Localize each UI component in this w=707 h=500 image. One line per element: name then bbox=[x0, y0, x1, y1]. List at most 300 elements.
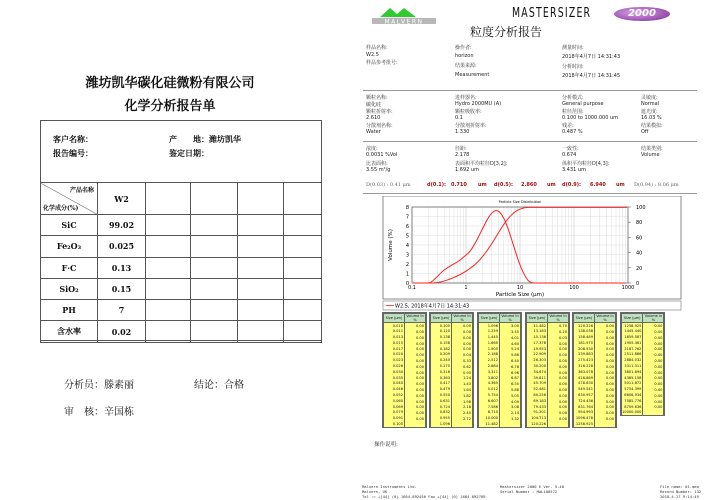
size-table-group bbox=[525, 312, 570, 428]
size-cell: 0.091 bbox=[384, 415, 405, 421]
volume-cell: 0.00 bbox=[548, 351, 569, 357]
volume-cell: 1.32 bbox=[500, 415, 521, 421]
size-cell: 724.436 bbox=[574, 398, 595, 404]
volume-cell: 1.98 bbox=[452, 398, 473, 404]
product-name: W2 bbox=[98, 183, 146, 215]
volume-cell: 0.00 bbox=[405, 323, 426, 329]
size-cell: 1096.478 bbox=[574, 415, 595, 421]
origin-value: 潍坊凯华 bbox=[209, 134, 241, 144]
d003: D(0.03) : 0.41 μm bbox=[366, 182, 411, 188]
reviewer: 审 核：辛国栋 bbox=[64, 407, 134, 418]
param-label: 残差: bbox=[562, 123, 574, 129]
size-cell: 416.869 bbox=[574, 375, 595, 381]
table-row bbox=[41, 236, 322, 257]
item-name: Fe₂O₃ bbox=[41, 236, 98, 257]
analysis-time-label: 分析时间: bbox=[562, 64, 584, 70]
volume-cell: 0.00 bbox=[405, 380, 426, 386]
footer-line: File name: 01.mea bbox=[660, 484, 699, 489]
volume-cell: 0.00 bbox=[643, 380, 664, 386]
size-cell: 39.811 bbox=[527, 375, 548, 381]
size-cell: 1.096 bbox=[479, 323, 500, 329]
size-cell: 2187.762 bbox=[622, 346, 643, 352]
param-value: 0.1 bbox=[455, 115, 463, 121]
size-header: Size (μm) bbox=[574, 314, 595, 323]
item-name: 含水率 bbox=[41, 321, 98, 342]
size-cell: 10.000 bbox=[479, 415, 500, 421]
operation-notes-label: 操作说明: bbox=[374, 442, 398, 448]
footer-line: Tel := +[44] (0) 1684-892456 Fax +[44] (0) 1684-892789 bbox=[362, 494, 486, 499]
size-cell: 954.993 bbox=[574, 409, 595, 415]
param-value: 0.0031 %Vol bbox=[366, 152, 398, 158]
param-label: 分析模式: bbox=[562, 95, 584, 101]
volume-cell: 0.00 bbox=[452, 340, 473, 346]
size-header: Size (μm) bbox=[527, 314, 548, 323]
size-header: Size (μm) bbox=[384, 314, 405, 323]
measure-time-label: 测量时间: bbox=[562, 45, 584, 51]
volume-cell: 0.03 bbox=[548, 334, 569, 340]
volume-cell: 5.86 bbox=[500, 351, 521, 357]
x-tick-label: 100 bbox=[569, 285, 579, 291]
volume-cell: 0.00 bbox=[643, 363, 664, 369]
volume-cell: 0.00 bbox=[595, 346, 616, 352]
volume-cell: 0.00 bbox=[405, 328, 426, 334]
volume-cell: 0.00 bbox=[643, 375, 664, 381]
size-cell: 26.303 bbox=[527, 357, 548, 363]
size-cell: 0.120 bbox=[431, 328, 452, 334]
size-cell: 0.023 bbox=[384, 357, 405, 363]
size-cell: 0.011 bbox=[384, 328, 405, 334]
size-cell: 0.138 bbox=[431, 334, 452, 340]
volume-cell: 0.00 bbox=[643, 386, 664, 392]
volume-cell: 0.00 bbox=[643, 323, 664, 329]
size-table-group bbox=[429, 312, 474, 428]
volume-cell: 0.00 bbox=[595, 386, 616, 392]
volume-cell: 0.33 bbox=[452, 357, 473, 363]
operator-label: 操作者: bbox=[455, 45, 472, 51]
sample-name-label: 样品名称: bbox=[366, 45, 388, 51]
x-tick-label: 1000 bbox=[621, 285, 635, 291]
footer-mid bbox=[500, 484, 564, 494]
param-label: 分散剂折射率: bbox=[455, 123, 487, 129]
chart-title: Particle Size Distribution bbox=[498, 200, 542, 204]
source-label: 结果来源: bbox=[455, 63, 477, 69]
table-row bbox=[527, 421, 569, 427]
composition-table bbox=[40, 182, 322, 343]
d05-value: 2.860 bbox=[521, 182, 537, 188]
volume-cell: 0.00 bbox=[548, 386, 569, 392]
param-label: 结果模拟: bbox=[641, 123, 663, 129]
volume-cell: 6.96 bbox=[500, 369, 521, 375]
param-label: 表面积平均粒径D[3,2]: bbox=[455, 161, 508, 167]
size-cell: 2884.032 bbox=[622, 357, 643, 363]
company-name: 潍坊凯华碳化硅微粉有限公司 bbox=[85, 76, 255, 91]
size-cell: 0.079 bbox=[384, 409, 405, 415]
param-value: Water bbox=[366, 129, 381, 135]
size-cell: 11.482 bbox=[527, 323, 548, 329]
volume-cell: 0.00 bbox=[548, 375, 569, 381]
y2-tick-label: 20 bbox=[636, 265, 643, 272]
param-value: Off bbox=[641, 129, 649, 135]
footer-right bbox=[660, 484, 701, 499]
volume-cell: 3.00 bbox=[500, 323, 521, 329]
volume-cell: 0.70 bbox=[548, 323, 569, 329]
volume-cell: 0.00 bbox=[595, 323, 616, 329]
param-value: 2.178 bbox=[455, 152, 470, 158]
item-value: 0.15 bbox=[98, 278, 146, 299]
volume-cell: 4.60 bbox=[500, 340, 521, 346]
y2-tick-label: 80 bbox=[636, 220, 643, 227]
size-cell: 158.489 bbox=[574, 334, 595, 340]
volume-cell: 0.00 bbox=[548, 409, 569, 415]
param-label: 颗粒折射率: bbox=[366, 109, 393, 115]
volume-cell bbox=[548, 421, 569, 427]
volume-cell: 0.00 bbox=[405, 404, 426, 410]
size-table-group bbox=[620, 312, 665, 416]
volume-cell bbox=[405, 421, 426, 427]
volume-cell: 0.00 bbox=[405, 351, 426, 357]
size-cell: 0.316 bbox=[431, 369, 452, 375]
table-row bbox=[41, 257, 322, 278]
size-cell: 6606.934 bbox=[622, 392, 643, 398]
param-label: 遮光度: bbox=[641, 109, 658, 115]
size-cell: 0.209 bbox=[431, 351, 452, 357]
d01-value: 0.710 bbox=[451, 182, 467, 188]
d09-value: 6.940 bbox=[590, 182, 606, 188]
size-table-group bbox=[572, 312, 617, 428]
size-cell: 3801.894 bbox=[622, 369, 643, 375]
volume-cell: 0.04 bbox=[452, 351, 473, 357]
size-cell: 0.017 bbox=[384, 346, 405, 352]
table-row bbox=[41, 278, 322, 299]
size-cell: 4.365 bbox=[479, 380, 500, 386]
y2-tick-label: 100 bbox=[636, 205, 646, 211]
size-cell: 1.096 bbox=[431, 421, 452, 427]
volume-cell: 0.00 bbox=[405, 415, 426, 421]
size-cell: 0.631 bbox=[431, 398, 452, 404]
table-row bbox=[622, 409, 664, 415]
param-value: 1.330 bbox=[455, 129, 470, 135]
volume-cell: 0.62 bbox=[452, 363, 473, 369]
size-cell: 13.183 bbox=[527, 328, 548, 334]
size-cell: 69.183 bbox=[527, 398, 548, 404]
volume-cell bbox=[500, 421, 521, 427]
size-cell: 1258.925 bbox=[574, 421, 595, 427]
volume-cell: 0.00 bbox=[595, 334, 616, 340]
size-cell: 0.275 bbox=[431, 363, 452, 369]
y-tick-label: 1 bbox=[405, 271, 409, 278]
param-label: 分散剂名称: bbox=[366, 123, 393, 129]
size-cell: 60.256 bbox=[527, 392, 548, 398]
param-label: 一致性: bbox=[562, 146, 579, 152]
size-cell: 0.832 bbox=[431, 409, 452, 415]
size-table-group bbox=[477, 312, 522, 428]
size-cell: 7585.776 bbox=[622, 398, 643, 404]
size-cell: 181.970 bbox=[574, 340, 595, 346]
x-tick-label: 0.1 bbox=[408, 285, 416, 291]
y-tick-label: 8 bbox=[405, 205, 409, 211]
footer-line: Serial Number : MAL100572 bbox=[500, 489, 558, 494]
size-cell: 0.363 bbox=[431, 375, 452, 381]
volume-cell: 0.00 bbox=[643, 404, 664, 410]
volume-cell: 0.00 bbox=[452, 328, 473, 334]
size-cell: 0.158 bbox=[431, 340, 452, 346]
size-cell: 34.674 bbox=[527, 369, 548, 375]
volume-cell: 0.00 bbox=[452, 323, 473, 329]
volume-cell: 0.00 bbox=[643, 351, 664, 357]
report-no-label: 报告编号： bbox=[53, 148, 93, 158]
volume-cell: 0.00 bbox=[405, 369, 426, 375]
volume-cell: 0.00 bbox=[548, 363, 569, 369]
item-name: PH bbox=[41, 300, 98, 321]
y-axis-label: Volume (%) bbox=[388, 229, 394, 261]
size-cell: 120.226 bbox=[574, 323, 595, 329]
size-cell: 208.930 bbox=[574, 346, 595, 352]
table-row bbox=[41, 300, 322, 321]
size-cell: 1.259 bbox=[479, 328, 500, 334]
volume-cell: 1.82 bbox=[452, 392, 473, 398]
size-cell: 2511.886 bbox=[622, 351, 643, 357]
param-value: 3.431 um bbox=[562, 167, 586, 173]
size-cell: 17.378 bbox=[527, 340, 548, 346]
analyst: 分析员：滕素丽 bbox=[64, 380, 134, 391]
malvern-logo bbox=[372, 5, 436, 29]
volume-cell: 4.01 bbox=[500, 334, 521, 340]
volume-cell: 5.88 bbox=[500, 386, 521, 392]
volume-cell: 0.00 bbox=[548, 346, 569, 352]
volume-cell: 0.00 bbox=[643, 398, 664, 404]
size-cell: 0.015 bbox=[384, 340, 405, 346]
size-cell: 0.030 bbox=[384, 369, 405, 375]
size-cell: 8.710 bbox=[479, 409, 500, 415]
volume-cell: 6.50 bbox=[500, 380, 521, 386]
param-label: 颗粒名称: bbox=[366, 95, 388, 101]
volume-cell: 0.00 bbox=[595, 392, 616, 398]
param-value: Normal bbox=[641, 101, 660, 107]
volume-cell: 0.00 bbox=[595, 375, 616, 381]
item-value: 99.02 bbox=[98, 215, 146, 236]
size-cell: 0.046 bbox=[384, 386, 405, 392]
brand-name: MASTERSIZER bbox=[512, 6, 592, 21]
volume-header: Volume In % bbox=[644, 314, 663, 322]
d05-label: d(0.5): bbox=[494, 182, 514, 188]
volume-cell: 0.00 bbox=[405, 334, 426, 340]
x-axis-label: Particle Size (μm) bbox=[495, 292, 545, 298]
y2-tick-label: 40 bbox=[636, 250, 643, 257]
table-row bbox=[431, 421, 473, 427]
item-value: 0.025 bbox=[98, 236, 146, 257]
product-header: 产品名称 bbox=[69, 187, 94, 194]
volume-cell: 0.00 bbox=[405, 340, 426, 346]
sample-name: W2.5 bbox=[366, 52, 379, 58]
param-label: 灵敏度: bbox=[641, 95, 658, 101]
size-cell: 1.905 bbox=[479, 346, 500, 352]
volume-cell: 0.20 bbox=[548, 328, 569, 334]
volume-cell: 0.00 bbox=[595, 409, 616, 415]
size-cell: 2.884 bbox=[479, 363, 500, 369]
volume-cell: 0.00 bbox=[643, 357, 664, 363]
volume-cell: 0.00 bbox=[643, 369, 664, 375]
size-cell: 630.957 bbox=[574, 392, 595, 398]
size-cell: 10000.000 bbox=[622, 410, 642, 415]
header-cell bbox=[41, 183, 98, 215]
volume-cell bbox=[643, 409, 664, 415]
footer-line: Mastersizer 2000 E Ver. 5.40 bbox=[500, 484, 565, 489]
param-label: 比表面积: bbox=[366, 161, 388, 167]
volume-cell: 2.45 bbox=[452, 409, 473, 415]
param-value: Volume bbox=[641, 152, 660, 158]
table-row bbox=[479, 421, 521, 427]
size-cell: 1258.925 bbox=[622, 323, 643, 329]
table-row bbox=[41, 215, 322, 236]
param-value: 2.610 bbox=[366, 115, 381, 121]
size-cell: 0.417 bbox=[431, 380, 452, 386]
y-tick-label: 7 bbox=[405, 214, 409, 221]
size-cell: 0.955 bbox=[431, 415, 452, 421]
size-cell: 0.020 bbox=[384, 351, 405, 357]
param-value: 0.100 to 1000.000 um bbox=[562, 115, 618, 121]
item-name: SiO₂ bbox=[41, 278, 98, 299]
size-cell: 478.630 bbox=[574, 380, 595, 386]
conclusion: 结论：合格 bbox=[194, 380, 244, 391]
size-cell: 1905.461 bbox=[622, 340, 643, 346]
measure-time: 2018年4月7日 14:31:43 bbox=[562, 54, 621, 60]
composition-header: 化学成分(%) bbox=[43, 205, 79, 212]
volume-cell: 1.24 bbox=[452, 375, 473, 381]
size-cell: 5011.872 bbox=[622, 380, 643, 386]
origin-label: 产 地：潍坊凯华 bbox=[169, 134, 241, 144]
volume-cell: 0.00 bbox=[595, 351, 616, 357]
volume-cell: 0.00 bbox=[548, 380, 569, 386]
volume-cell: 0.00 bbox=[548, 369, 569, 375]
param-value: Hydro 2000MU (A) bbox=[455, 101, 502, 107]
volume-cell: 1.64 bbox=[452, 386, 473, 392]
volume-cell: 0.00 bbox=[595, 363, 616, 369]
size-cell: 5.754 bbox=[479, 392, 500, 398]
volume-cell: 3.08 bbox=[500, 404, 521, 410]
size-cell: 7.586 bbox=[479, 404, 500, 410]
param-value: 碳化硅 bbox=[366, 102, 382, 108]
item-value: 0.02 bbox=[98, 321, 146, 342]
volume-cell: 0.00 bbox=[548, 357, 569, 363]
footer-line: Malvern, UK bbox=[362, 489, 388, 494]
d094: D(0.94) : 8.06 μm bbox=[634, 182, 679, 188]
size-cell: 0.010 bbox=[384, 323, 405, 329]
size-cell: 0.550 bbox=[431, 392, 452, 398]
volume-cell: 0.00 bbox=[595, 398, 616, 404]
size-cell: 363.078 bbox=[574, 369, 595, 375]
volume-cell: 0.00 bbox=[548, 398, 569, 404]
volume-cell: 0.95 bbox=[452, 369, 473, 375]
volume-header: Volume In % bbox=[549, 314, 567, 322]
size-cell: 2.512 bbox=[479, 357, 500, 363]
x-tick-label: 10 bbox=[516, 285, 524, 291]
size-cell: 0.040 bbox=[384, 380, 405, 386]
size-cell: 0.035 bbox=[384, 375, 405, 381]
table-row bbox=[574, 421, 616, 427]
y-tick-label: 6 bbox=[405, 224, 409, 230]
size-cell: 3.802 bbox=[479, 375, 500, 381]
volume-cell: 0.00 bbox=[595, 415, 616, 421]
unit: um bbox=[478, 182, 487, 188]
volume-cell: 1.43 bbox=[452, 380, 473, 386]
unit: um bbox=[616, 182, 625, 188]
date-label: 鉴定日期： bbox=[169, 148, 209, 158]
table-row bbox=[41, 321, 322, 342]
volume-cell: 0.00 bbox=[595, 328, 616, 334]
volume-cell: 0.00 bbox=[405, 346, 426, 352]
size-cell: 79.433 bbox=[527, 404, 548, 410]
param-value: 0.487 % bbox=[562, 129, 583, 135]
size-header: Size (μm) bbox=[622, 314, 643, 323]
size-cell: 0.069 bbox=[384, 404, 405, 410]
footer-left bbox=[362, 484, 485, 499]
size-cell: 0.479 bbox=[431, 386, 452, 392]
d09-label: d(0.9): bbox=[562, 182, 582, 188]
size-cell: 22.909 bbox=[527, 351, 548, 357]
footer-line: Record Number: 132 bbox=[660, 489, 702, 494]
param-label: 浓度: bbox=[366, 146, 378, 152]
x-tick-label: 1 bbox=[464, 285, 468, 291]
size-cell: 15.136 bbox=[527, 334, 548, 340]
footer-line: Malvern Instruments Ltd. bbox=[362, 484, 417, 489]
size-cell: 19.953 bbox=[527, 346, 548, 352]
report-title: 化学分析报告单 bbox=[124, 99, 216, 114]
volume-cell bbox=[595, 421, 616, 427]
particle-size-chart bbox=[380, 196, 683, 312]
volume-cell: 0.00 bbox=[643, 334, 664, 340]
footer-line: 2018-4-27 9:14:49 bbox=[660, 494, 699, 499]
size-cell: 1.660 bbox=[479, 340, 500, 346]
volume-cell: 0.00 bbox=[548, 340, 569, 346]
size-cell: 11.482 bbox=[479, 421, 500, 427]
volume-cell: 0.00 bbox=[595, 369, 616, 375]
size-cell: 0.060 bbox=[384, 398, 405, 404]
size-cell: 30.200 bbox=[527, 363, 548, 369]
size-cell: 316.228 bbox=[574, 363, 595, 369]
brand-badge: 2000 bbox=[614, 7, 670, 21]
param-label: 结果类别: bbox=[641, 146, 663, 152]
size-cell: 1445.440 bbox=[622, 328, 643, 334]
chem-report-box bbox=[40, 120, 322, 341]
volume-cell: 0.00 bbox=[548, 415, 569, 421]
size-cell: 4365.158 bbox=[622, 375, 643, 381]
y-tick-label: 0 bbox=[405, 281, 409, 287]
volume-cell: 0.00 bbox=[595, 380, 616, 386]
param-value: 3.55 m²/g bbox=[366, 167, 391, 173]
volume-header: Volume In % bbox=[596, 314, 614, 322]
unit: um bbox=[547, 182, 556, 188]
d01-label: d(0.1): bbox=[427, 182, 447, 188]
volume-cell: 2.14 bbox=[500, 409, 521, 415]
volume-cell: 0.00 bbox=[452, 334, 473, 340]
param-value: 16.03 % bbox=[641, 115, 662, 121]
size-cell: 0.105 bbox=[431, 323, 452, 329]
svg-text:MALVERN: MALVERN bbox=[384, 18, 424, 25]
y-tick-label: 2 bbox=[405, 262, 409, 268]
volume-cell: 0.00 bbox=[643, 346, 664, 352]
size-cell: 549.541 bbox=[574, 386, 595, 392]
analysis-time: 2018年4月7日 14:31:45 bbox=[562, 73, 621, 79]
param-value: 0.674 bbox=[562, 152, 577, 158]
source: Measurement bbox=[455, 72, 490, 78]
size-cell: 8709.636 bbox=[622, 404, 643, 410]
volume-cell: 0.00 bbox=[405, 363, 426, 369]
size-cell: 3.311 bbox=[479, 369, 500, 375]
size-cell: 120.226 bbox=[527, 421, 548, 427]
item-name: F·C bbox=[41, 257, 98, 278]
y-tick-label: 3 bbox=[405, 252, 409, 259]
param-value: 1.692 um bbox=[455, 167, 479, 173]
